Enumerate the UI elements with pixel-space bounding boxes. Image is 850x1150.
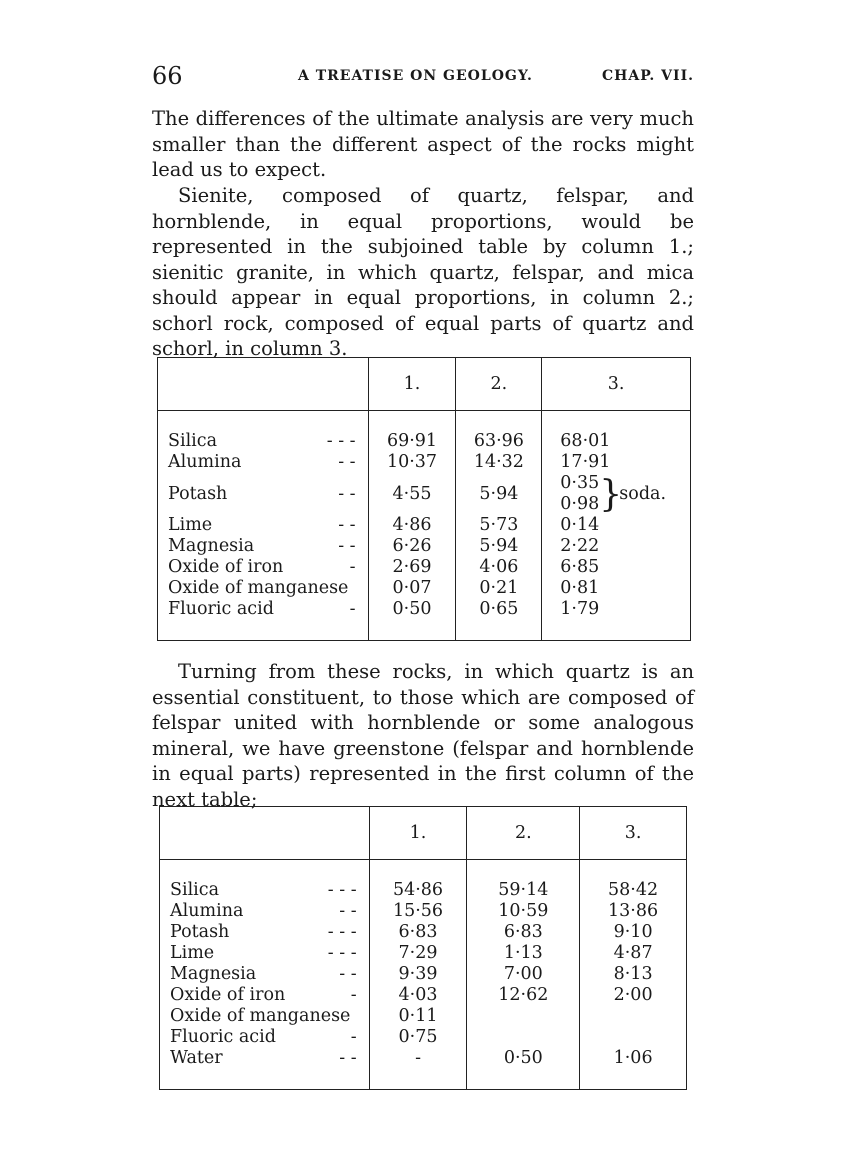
leader-dashes: - - - [327, 880, 357, 900]
row-label: Lime [170, 943, 215, 963]
running-header [152, 62, 694, 92]
table-cell: 58·42 [580, 880, 687, 901]
table-cell: 0·50 [467, 1048, 580, 1069]
table-cell: 0·11 [369, 1006, 467, 1027]
leader-dashes: - - [338, 483, 356, 504]
leader-dashes: - - [339, 901, 357, 921]
table-cell: - [369, 1048, 467, 1069]
label-column-header [160, 807, 370, 860]
table-cell: 12·62 [467, 985, 580, 1006]
table-row [160, 1027, 687, 1048]
table-header-row [160, 807, 687, 860]
table-cell: 63·96 [456, 431, 542, 452]
table-row [160, 1006, 687, 1027]
paragraph-3: Turning from these rocks, in which quartz is an essential constituent, to those which are composed of felspar united with hornblende or some analogous mineral, we have greenstone (felspar and hornblende in equal parts) represented in the first column of the next table; [152, 660, 694, 811]
column-header: 2. [456, 358, 542, 411]
table-cell: 0·65 [456, 599, 542, 620]
table-row [160, 880, 687, 901]
table-cell: 2·69 [368, 557, 456, 578]
table-cell: 10·59 [467, 901, 580, 922]
running-title: A TREATISE ON GEOLOGY. [298, 68, 533, 84]
leader-dashes: - - - [327, 922, 357, 942]
row-label: Oxide of iron [170, 985, 286, 1005]
table-cell: 4·03 [369, 985, 467, 1006]
soda-note: soda. [619, 484, 667, 504]
table-cell: 0·35 [560, 473, 600, 493]
column-header: 1. [368, 358, 456, 411]
table-cell: 0·75 [369, 1027, 467, 1048]
leader-dashes: - - [339, 1048, 357, 1068]
table-cell: 0·07 [368, 578, 456, 599]
row-label: Alumina [170, 901, 244, 921]
table-cell: 0·14 [542, 515, 691, 536]
table-row [158, 515, 691, 536]
page-number: 66 [152, 62, 183, 90]
table-cell: 7·00 [467, 964, 580, 985]
table-cell: 4·06 [456, 557, 542, 578]
table-cell: 0·98 [560, 494, 600, 514]
table-cell: 59·14 [467, 880, 580, 901]
leader-dashes: - [350, 985, 357, 1005]
table-cell [467, 1006, 580, 1027]
row-label: Lime [168, 515, 213, 535]
table-cell: 1·06 [580, 1048, 687, 1069]
column-header: 1. [369, 807, 467, 860]
table-cell: 4·87 [580, 943, 687, 964]
table-cell: 2·22 [542, 536, 691, 557]
row-label: Fluoric acid [170, 1027, 276, 1047]
table-cell: 1·79 [542, 599, 691, 620]
table-cell: 0·81 [542, 578, 691, 599]
analysis-table-2 [159, 806, 687, 1090]
table-cell: 9·39 [369, 964, 467, 985]
table-row [160, 922, 687, 943]
table-row [158, 536, 691, 557]
table-cell: 54·86 [369, 880, 467, 901]
table-row [158, 599, 691, 620]
leader-dashes: - [349, 557, 356, 577]
table-cell: 14·32 [456, 452, 542, 473]
leader-dashes: - [350, 1027, 357, 1047]
column-header: 3. [542, 358, 691, 411]
leader-dashes: - - [338, 452, 356, 472]
row-label: Fluoric acid [168, 599, 274, 619]
table-cell [580, 1006, 687, 1027]
paragraph-1: The differences of the ultimate analysis are very much smaller than the different aspect of the rocks might lead us to expect. [152, 107, 694, 181]
table-row [158, 452, 691, 473]
table-row [158, 578, 691, 599]
row-label: Alumina [168, 452, 242, 472]
brace-symbol: } [599, 474, 623, 515]
table-cell: 6·83 [467, 922, 580, 943]
table-cell: 69·91 [368, 431, 456, 452]
table-cell: 5·94 [456, 536, 542, 557]
row-label: Silica [168, 431, 218, 451]
table-cell: 5·94 [456, 473, 542, 515]
row-label: Potash [168, 483, 228, 504]
table-cell: 8·13 [580, 964, 687, 985]
table-cell: 68·01 [542, 431, 691, 452]
table-cell [467, 1027, 580, 1048]
soda-cell [542, 473, 691, 515]
table-cell: 0·50 [368, 599, 456, 620]
analysis-table-1 [157, 357, 691, 641]
row-label: Potash [170, 922, 230, 942]
table-cell: 4·86 [368, 515, 456, 536]
leader-dashes: - - - [327, 943, 357, 963]
leader-dashes: - [349, 599, 356, 619]
table-row [160, 943, 687, 964]
table-header-row [158, 358, 691, 411]
row-label: Magnesia [170, 964, 257, 984]
leader-dashes: - - [339, 964, 357, 984]
row-label: Oxide of manganese [168, 578, 349, 598]
label-column-header [158, 358, 369, 411]
table-row [160, 1048, 687, 1069]
table-cell: 1·13 [467, 943, 580, 964]
row-label: Water [170, 1048, 223, 1068]
table-row [160, 901, 687, 922]
row-label: Oxide of iron [168, 557, 284, 577]
table-row [158, 557, 691, 578]
table-cell [580, 1027, 687, 1048]
table-cell: 6·26 [368, 536, 456, 557]
table-cell: 15·56 [369, 901, 467, 922]
chapter-label: CHAP. VII. [601, 68, 694, 84]
paragraph-2: Sienite, composed of quartz, felspar, and hornblende, in equal proportions, would be represented in the subjoined table by column 1.; sienitic granite, in which quartz, felspar, and mica should appear in equal proportions, in column 2.; schorl rock, composed of equal parts of quartz and schorl, in column 3. [152, 184, 694, 360]
table-row [160, 985, 687, 1006]
table-cell: 5·73 [456, 515, 542, 536]
column-header: 2. [467, 807, 580, 860]
table-cell: 6·85 [542, 557, 691, 578]
leader-dashes: - - [338, 536, 356, 556]
row-label: Oxide of manganese [170, 1006, 351, 1026]
table-row [158, 431, 691, 452]
row-label: Silica [170, 880, 220, 900]
table-cell: 13·86 [580, 901, 687, 922]
table-cell: 17·91 [542, 452, 691, 473]
table-cell: 10·37 [368, 452, 456, 473]
leader-dashes: - - [338, 515, 356, 535]
row-label: Magnesia [168, 536, 255, 556]
leader-dashes: - - - [326, 431, 356, 451]
table-cell: 6·83 [369, 922, 467, 943]
table-cell: 4·55 [368, 473, 456, 515]
table-cell: 2·00 [580, 985, 687, 1006]
table-row [160, 964, 687, 985]
column-header: 3. [580, 807, 687, 860]
table-cell: 7·29 [369, 943, 467, 964]
table-cell: 9·10 [580, 922, 687, 943]
table-cell: 0·21 [456, 578, 542, 599]
